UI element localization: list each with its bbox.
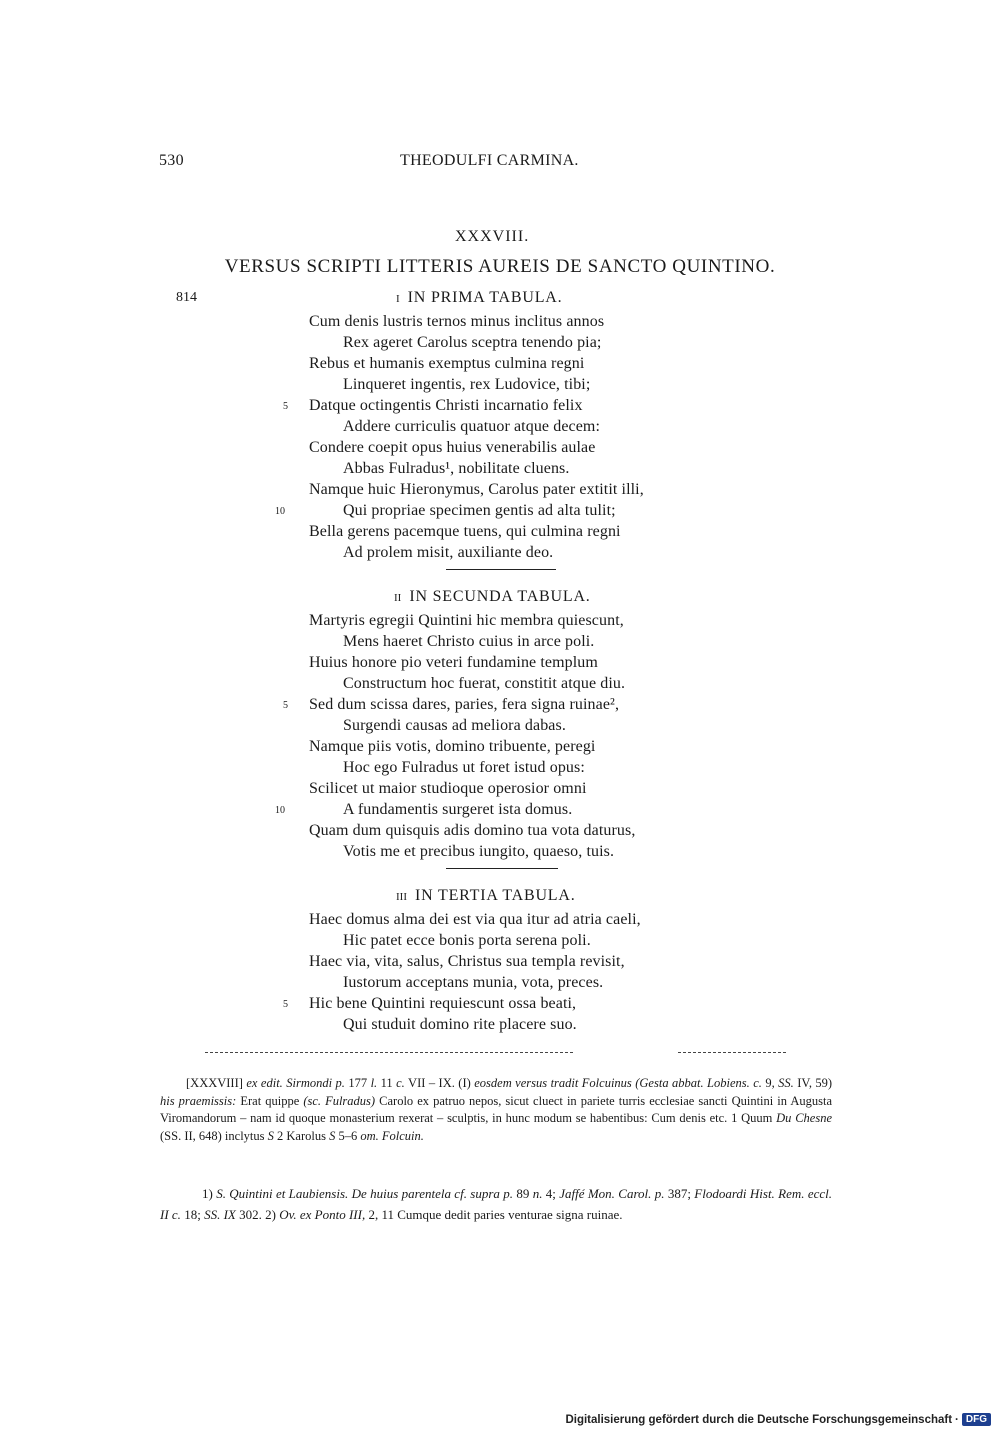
verse-line: Cum denis lustris ternos minus inclitus annos — [309, 313, 605, 330]
verse-line: Iustorum acceptans munia, vota, preces. — [343, 974, 604, 991]
footnote-text: 1) — [202, 1186, 213, 1201]
section-heading-text: IN PRIMA TABULA. — [407, 289, 563, 306]
verse-line: Quam dum quisquis adis domino tua vota daturus, — [309, 822, 636, 839]
footnote-italic: Flodoardi Hist. Rem. eccl. II c. — [160, 1186, 833, 1222]
section-heading-text: IN TERTIA TABULA. — [415, 887, 576, 904]
apparatus-text: Erat quippe — [240, 1093, 300, 1108]
apparatus-text: [XXXVIII] — [186, 1076, 243, 1090]
dfg-logo: DFG — [962, 1413, 991, 1426]
verse-line: Hic bene Quintini requiescunt ossa beati, — [309, 995, 577, 1012]
verse-line: Votis me et precibus iungito, quaeso, tuis. — [343, 843, 615, 860]
apparatus-italic: S — [267, 1128, 274, 1143]
apparatus-text: 9, — [765, 1076, 775, 1090]
apparatus-text: (SS. II, 648) inclytus — [160, 1128, 265, 1143]
footnote-text: 4; — [545, 1186, 556, 1201]
apparatus-italic: eosdem versus tradit Folcuinus (Gesta abbat. Lobiens. c. — [474, 1076, 762, 1090]
footnote-italic: Jaffé Mon. Carol. p. — [559, 1186, 665, 1201]
apparatus-divider — [205, 1052, 573, 1053]
footnote-text: 302. 2) — [239, 1207, 276, 1222]
verse-line: Mens haeret Christo cuius in arce poli. — [343, 633, 595, 650]
section-heading-text: IN SECUNDA TABULA. — [409, 588, 591, 605]
apparatus-text: IV, 59) — [797, 1076, 833, 1090]
apparatus-italic: his praemissis: — [160, 1093, 237, 1108]
footnotes — [160, 1183, 832, 1225]
verse-line: Hic patet ecce bonis porta serena poli. — [343, 932, 591, 949]
section-heading-1 — [396, 289, 562, 307]
verse-line: Bella gerens pacemque tuens, qui culmina regni — [309, 523, 621, 540]
verse-line: Ad prolem misit, auxiliante deo. — [343, 544, 554, 561]
section-divider — [446, 569, 556, 570]
footnote-italic: SS. IX — [204, 1207, 236, 1222]
apparatus-divider — [678, 1052, 786, 1053]
page-number: 530 — [159, 152, 184, 169]
apparatus-text: VII – IX. (I) — [408, 1076, 471, 1090]
section-divider — [446, 868, 558, 869]
verse-line: Qui propriae specimen gentis ad alta tulit; — [343, 502, 616, 519]
verse-line: Addere curriculis quatuor atque decem: — [343, 418, 601, 435]
footnote-text: 2, 11 Cumque dedit paries venturae signa ruinae. — [368, 1207, 623, 1222]
apparatus-text: 11 — [380, 1076, 393, 1090]
verse-line: Hoc ego Fulradus ut foret istud opus: — [343, 759, 585, 776]
verse-line: A fundamentis surgeret ista domus. — [343, 801, 573, 818]
verse-line: Constructum hoc fuerat, constitit atque diu. — [343, 675, 626, 692]
line-number: 10 — [275, 506, 285, 517]
footnote-italic: n. — [532, 1186, 543, 1201]
poem-title: VERSUS SCRIPTI LITTERIS AUREIS DE SANCTO QUINTINO. — [224, 256, 776, 277]
verse-line: Linqueret ingentis, rex Ludovice, tibi; — [343, 376, 591, 393]
verse-line: Scilicet ut maior studioque operosior omni — [309, 780, 587, 797]
line-number: 10 — [275, 805, 285, 816]
verse-line: Huius honore pio veteri fundamine templum — [309, 654, 598, 671]
poem-number: XXXVIII. — [455, 228, 530, 245]
section-numeral: II — [394, 592, 402, 604]
apparatus-italic: SS. — [778, 1076, 794, 1090]
section-numeral: III — [396, 891, 407, 903]
critical-apparatus — [160, 1075, 832, 1145]
verse-line: Abbas Fulradus¹, nobilitate cluens. — [343, 460, 570, 477]
verse-line: Haec via, vita, salus, Christus sua templa revisit, — [309, 953, 625, 970]
credit-text: Digitalisierung gefördert durch die Deutsche Forschungsgemeinschaft — [565, 1413, 953, 1426]
footnote-text: 89 — [516, 1186, 530, 1201]
verse-line: Haec domus alma dei est via qua itur ad atria caeli, — [309, 911, 641, 928]
apparatus-italic: c. — [396, 1076, 405, 1090]
verse-line: Surgendi causas ad meliora dabas. — [343, 717, 566, 734]
apparatus-text: 5–6 — [338, 1128, 358, 1143]
verse-line: Namque huic Hieronymus, Carolus pater extitit illi, — [309, 481, 644, 498]
running-title: THEODULFI CARMINA. — [400, 152, 579, 169]
apparatus-text: 2 Karolus — [277, 1128, 326, 1143]
apparatus-italic: om. Folcuin. — [360, 1128, 424, 1143]
verse-line: Qui studuit domino rite placere suo. — [343, 1016, 577, 1033]
apparatus-italic: S — [329, 1128, 336, 1143]
verse-line: Datque octingentis Christi incarnatio felix — [309, 397, 583, 414]
line-number: 5 — [283, 999, 288, 1010]
section-heading-3 — [396, 887, 576, 905]
footnote-italic: S. Quintini et Laubiensis. De huius parentela cf. supra p. — [216, 1186, 513, 1201]
apparatus-text: Carolo ex patruo nepos, sicut cluect in pariete turris ecclesiae sancti Quintini in Augusta Viromandorum – nam id quoque monasterium rexerat – sculptis, in hunc modum se habentibus: Cum denis etc. 1 Quum — [160, 1093, 833, 1125]
footnote-text: 387; — [667, 1186, 691, 1201]
verse-line: Martyris egregii Quintini hic membra quiescunt, — [309, 612, 624, 629]
apparatus-italic: (sc. Fulradus) — [303, 1093, 376, 1108]
apparatus-italic: Du Chesne — [776, 1111, 832, 1125]
verse-line: Condere coepit opus huius venerabilis aulae — [309, 439, 596, 456]
verse-line: Namque piis votis, domino tribuente, peregi — [309, 738, 596, 755]
section-numeral: I — [396, 293, 400, 305]
section-heading-2 — [394, 588, 591, 606]
verse-line: Rebus et humanis exemptus culmina regni — [309, 355, 585, 372]
footnote-text: 18; — [184, 1207, 201, 1222]
verse-line: Rex ageret Carolus sceptra tenendo pia; — [343, 334, 602, 351]
line-number: 5 — [283, 700, 288, 711]
apparatus-italic: ex edit. Sirmondi p. — [246, 1076, 345, 1090]
apparatus-text: 177 — [348, 1076, 368, 1090]
margin-year: 814 — [176, 290, 197, 305]
digitization-credit: Digitalisierung gefördert durch die Deutsche Forschungsgemeinschaft · DFG — [565, 1413, 991, 1426]
footnote-italic: Ov. ex Ponto III, — [279, 1207, 366, 1222]
verse-line: Sed dum scissa dares, paries, fera signa ruinae², — [309, 696, 620, 713]
line-number: 5 — [283, 401, 288, 412]
apparatus-italic: l. — [370, 1076, 378, 1090]
